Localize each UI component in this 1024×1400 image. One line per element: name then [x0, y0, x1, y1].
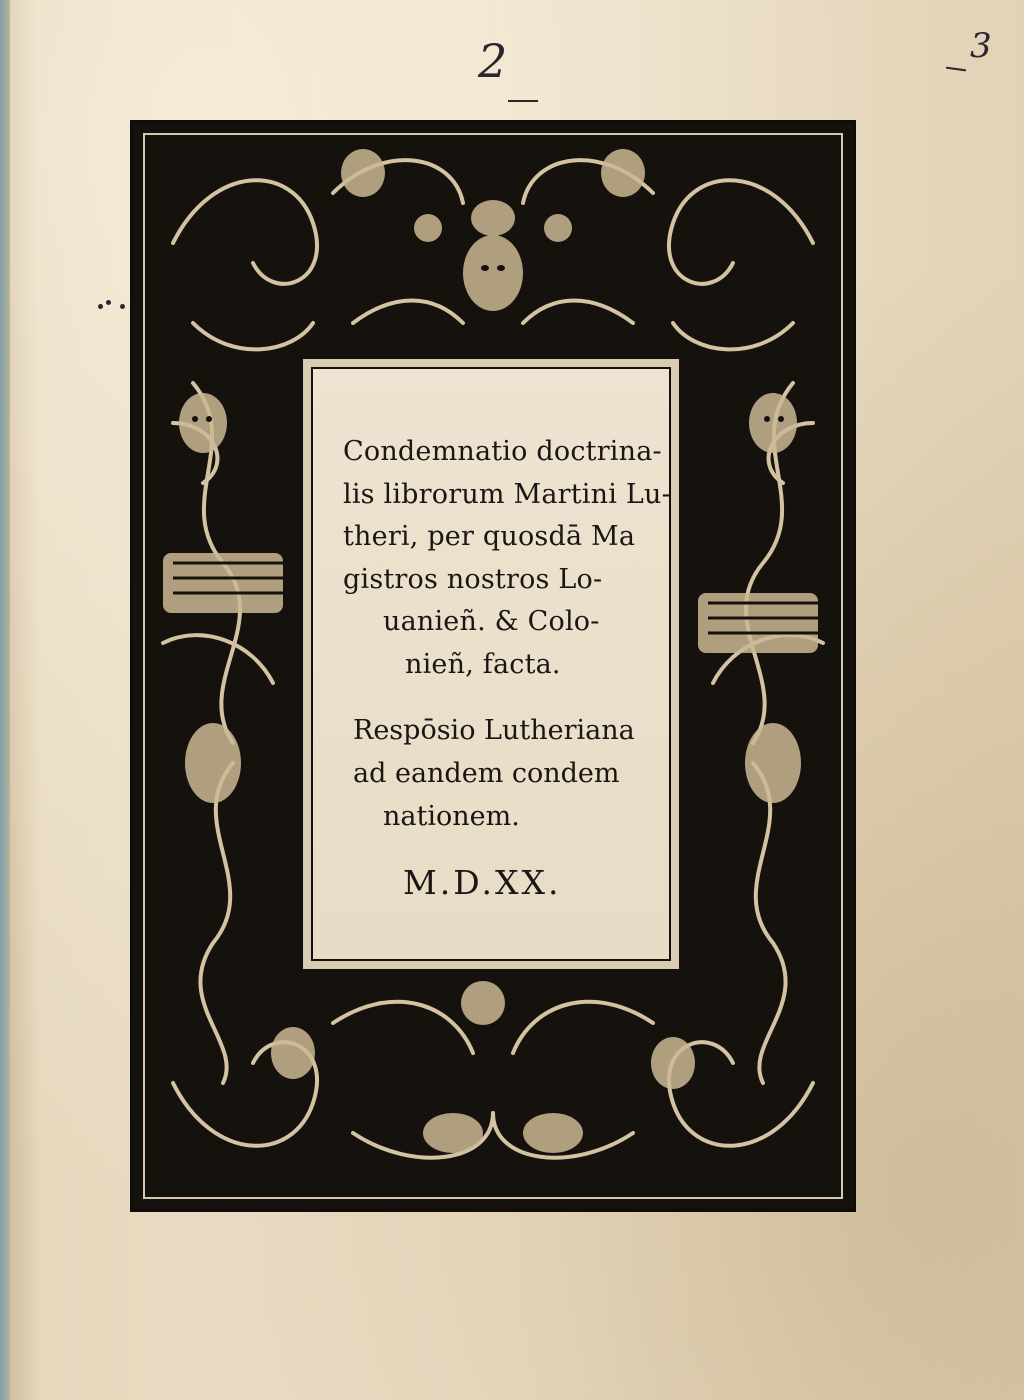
title-text [343, 431, 673, 686]
handwritten-underline [508, 100, 538, 102]
title-line: nieñ, facta. [405, 648, 561, 680]
title-line: gistros nostros Lo- [343, 563, 603, 595]
ink-dots [98, 298, 132, 314]
title-line: lis librorum Martini Lu- [343, 478, 671, 510]
response-line: ad eandem condem [353, 758, 620, 789]
title-line: uanieñ. & Colo- [383, 606, 600, 637]
handwritten-dash [946, 67, 966, 72]
handwritten-folio-number: 3 [970, 26, 992, 66]
publication-date: M.D.XX. [403, 863, 562, 902]
response-text [353, 709, 663, 838]
handwritten-mark-top: 2 [478, 34, 508, 88]
title-line: Condemnatio doctrina- [343, 436, 662, 467]
title-line: theri, per quosdā Ma [343, 521, 636, 552]
response-line: nationem. [383, 801, 520, 832]
title-panel [300, 356, 682, 972]
title-panel-inner [311, 367, 671, 961]
page-edge [0, 0, 10, 1400]
response-line: Respōsio Lutheriana [353, 715, 635, 746]
